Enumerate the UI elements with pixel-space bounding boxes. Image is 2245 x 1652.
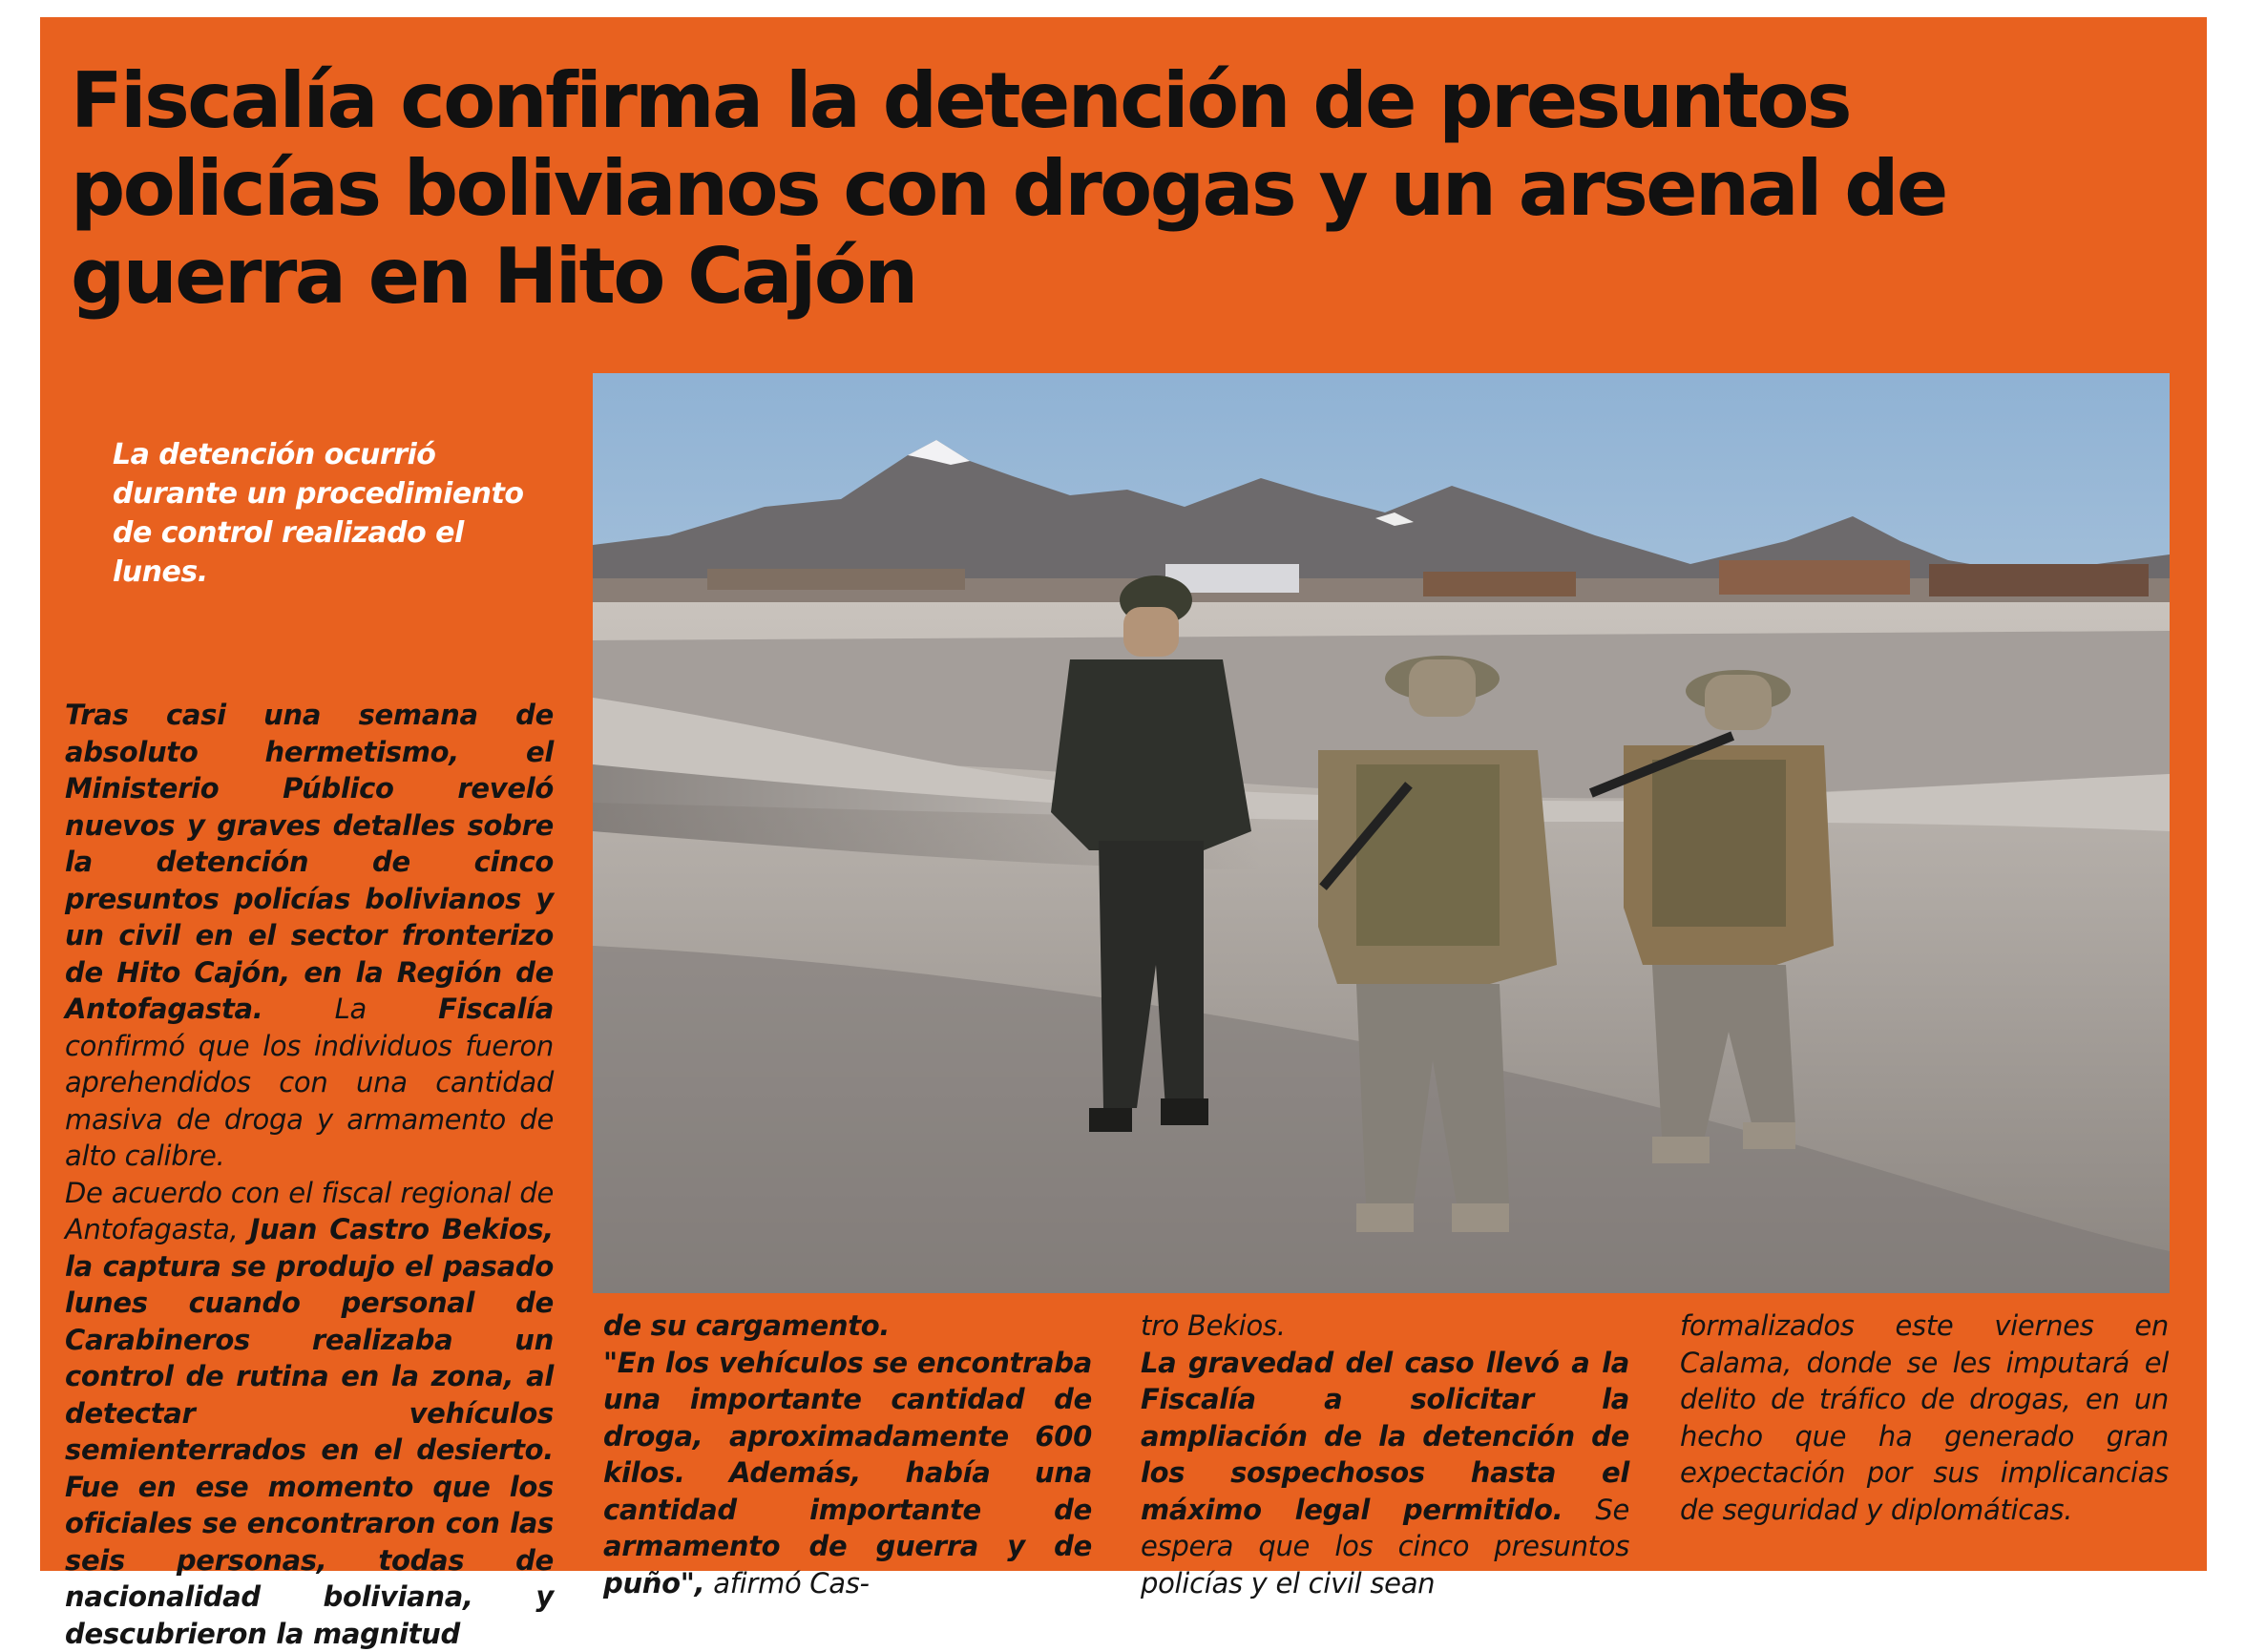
column-1-bold: Juan Castro Bekios, la captura se produjo el pasado lunes cuando personal de Carabineros realizaba un control de rutina en la zona, al detectar vehículos semienterrados en el desierto. Fue en ese momento que los oficiales se encontraron con las seis personas, todas de nacionalidad boliviana, y descubrieron la magnitud <box>65 1213 554 1650</box>
article-panel <box>40 17 2207 1571</box>
column-2-paragraph-1 <box>603 1307 1092 1345</box>
column-1-fiscalia-bold: Fiscalía <box>438 993 554 1025</box>
article-photo <box>593 373 2170 1293</box>
column-3-paragraph-1 <box>1141 1307 1629 1345</box>
article-headline: Fiscalía confirma la detención de presuntos policías bolivianos con drogas y un arsenal de guerra en Hito Cajón <box>71 57 2075 321</box>
column-2-bold: de su cargamento. <box>603 1309 890 1342</box>
body-column-4 <box>1680 1307 2169 1528</box>
column-1-text: De acuerdo con el fiscal regional de Antofagasta, <box>65 1177 554 1246</box>
column-1-text: confirmó que los individuos fueron aprehendidos con una cantidad masiva de droga y armamento de alto calibre. <box>65 1030 554 1173</box>
column-3-paragraph-2 <box>1141 1345 1629 1602</box>
photo-soldiers-desert <box>593 373 2170 1293</box>
column-2-quote-bold: "En los vehículos se encontraba una importante cantidad de droga, aproximadamente 600 kilos. Además, había una cantidad importante de armamento de guerra y de puño", <box>603 1347 1092 1600</box>
column-1-paragraph-1 <box>65 697 554 1175</box>
column-3-text: Se espera que los cinco presuntos policías y el civil sean <box>1141 1494 1629 1600</box>
column-1-text: La <box>263 993 439 1025</box>
body-column-3 <box>1141 1307 1629 1601</box>
column-1-lead-bold: Tras casi una semana de absoluto hermetismo, el Ministerio Público reveló nuevos y graves detalles sobre la detención de cinco presuntos policías bolivianos y un civil en el sector fronterizo de Hito Cajón, en la Región de Antofagasta. <box>65 699 554 1025</box>
column-3-bold: La gravedad del caso llevó a la Fiscalía a solicitar la ampliación de la detención de los sospechosos hasta el máximo legal permitido. <box>1141 1347 1629 1526</box>
body-column-1 <box>65 697 554 1652</box>
column-2-text: afirmó Cas- <box>704 1567 869 1600</box>
body-column-2 <box>603 1307 1092 1601</box>
column-4-paragraph-1 <box>1680 1307 2169 1528</box>
column-2-quote <box>603 1345 1092 1602</box>
column-3-text: tro Bekios. <box>1141 1309 1286 1342</box>
article-subhead: La detención ocurrió durante un procedimiento de control realizado el lunes. <box>113 435 561 592</box>
column-1-paragraph-2 <box>65 1175 554 1652</box>
column-4-text: formalizados este viernes en Calama, donde se les imputará el delito de tráfico de drogas, en un hecho que ha generado gran expectación por sus implicancias de seguridad y diplomáticas. <box>1680 1309 2169 1526</box>
